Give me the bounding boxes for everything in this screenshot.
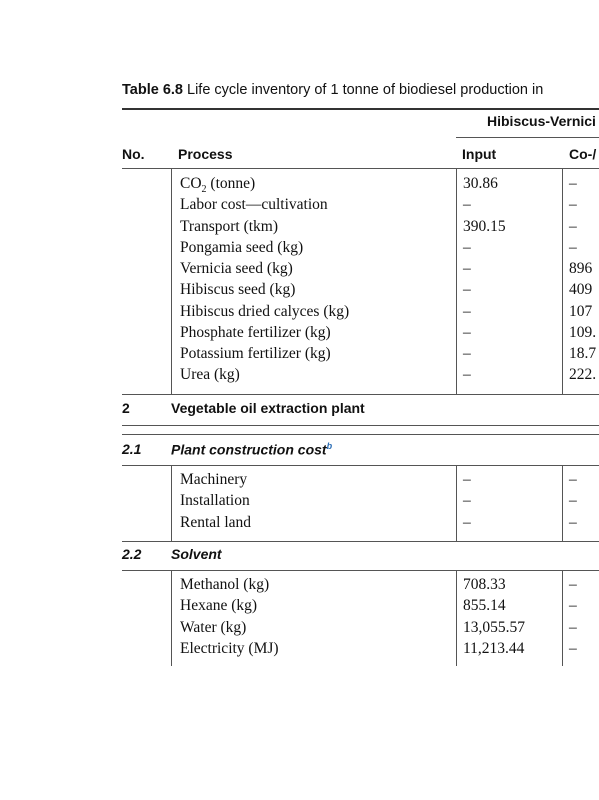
col-process-header: Process	[178, 146, 233, 162]
col-no-header: No.	[122, 146, 145, 162]
coproduct-cell: –	[569, 597, 577, 614]
input-cell: 708.33	[463, 576, 506, 593]
block3-divider-left	[171, 570, 172, 666]
coproduct-cell: –	[569, 175, 577, 192]
table-caption	[122, 82, 543, 98]
input-cell: –	[463, 281, 471, 298]
process-cell: $CO_2$ (tonne)	[180, 175, 256, 196]
block1-divider-mid	[456, 168, 457, 394]
process-cell: Labor cost—cultivation	[180, 196, 328, 213]
section-2-2-heading	[122, 546, 599, 566]
coproduct-cell: 896	[569, 260, 593, 277]
section-title: Solvent	[171, 546, 222, 562]
input-cell: 30.86	[463, 175, 498, 192]
section-2-heading	[122, 400, 599, 420]
table-label: Table 6.8	[122, 82, 183, 98]
input-cell: –	[463, 260, 471, 277]
section2-2-bottom-rule	[122, 570, 599, 571]
block2-divider-right	[562, 465, 563, 541]
section2-1-top-rule	[122, 434, 599, 435]
input-cell: 855.14	[463, 597, 506, 614]
coproduct-cell: –	[569, 514, 577, 531]
process-cell: Hibiscus dried calyces (kg)	[180, 303, 350, 320]
group-header: Hibiscus-Vernici	[487, 113, 596, 129]
input-cell: –	[463, 345, 471, 362]
group-header-rule	[456, 137, 599, 138]
coproduct-cell: –	[569, 218, 577, 235]
process-cell: Phosphate fertilizer (kg)	[180, 324, 331, 341]
section-number: 2.2	[122, 546, 142, 562]
section-number: 2	[122, 400, 130, 416]
input-cell: 390.15	[463, 218, 506, 235]
input-cell: –	[463, 514, 471, 531]
section2-1-bottom-rule	[122, 465, 599, 466]
process-cell: Installation	[180, 492, 250, 509]
footnote-marker: b	[326, 441, 333, 451]
section-number: 2.1	[122, 441, 142, 457]
coproduct-cell: –	[569, 576, 577, 593]
input-cell: –	[463, 492, 471, 509]
header-bottom-rule	[122, 168, 599, 169]
table-top-rule	[122, 108, 599, 110]
section-title: Plant construction cost$^b$	[171, 441, 333, 458]
input-cell: –	[463, 366, 471, 383]
input-cell: –	[463, 303, 471, 320]
process-cell: Electricity (MJ)	[180, 640, 279, 657]
input-cell: –	[463, 471, 471, 488]
input-cell: –	[463, 324, 471, 341]
block2-divider-mid	[456, 465, 457, 541]
process-cell: Transport (tkm)	[180, 218, 279, 235]
table-title: Life cycle inventory of 1 tonne of biodiesel production in	[187, 82, 544, 98]
section-2-1-heading	[122, 441, 599, 461]
block1-divider-left	[171, 168, 172, 394]
coproduct-cell: 107	[569, 303, 593, 320]
coproduct-cell: 409	[569, 281, 593, 298]
coproduct-cell: 222.	[569, 366, 597, 383]
block1-divider-right	[562, 168, 563, 394]
block3-divider-right	[562, 570, 563, 666]
process-cell: Machinery	[180, 471, 248, 488]
process-cell: Vernicia seed (kg)	[180, 260, 293, 277]
col-coproduct-header: Co-/	[569, 146, 597, 162]
block2-divider-left	[171, 465, 172, 541]
block3-divider-mid	[456, 570, 457, 666]
coproduct-cell: 18.7	[569, 345, 597, 362]
input-cell: 13,055.57	[463, 619, 525, 636]
input-cell: –	[463, 196, 471, 213]
coproduct-cell: –	[569, 619, 577, 636]
process-cell: Methanol (kg)	[180, 576, 270, 593]
input-cell: 11,213.44	[463, 640, 525, 657]
coproduct-cell: 109.	[569, 324, 597, 341]
coproduct-cell: –	[569, 640, 577, 657]
process-cell: Potassium fertilizer (kg)	[180, 345, 331, 362]
section2-bottom-rule	[122, 425, 599, 426]
section2-2-top-rule	[122, 541, 599, 542]
process-cell: Rental land	[180, 514, 252, 531]
input-cell: –	[463, 239, 471, 256]
section2-top-rule	[122, 394, 599, 395]
process-cell: Urea (kg)	[180, 366, 240, 383]
process-cell: Hibiscus seed (kg)	[180, 281, 296, 298]
process-cell: Pongamia seed (kg)	[180, 239, 304, 256]
col-input-header: Input	[462, 146, 497, 162]
coproduct-cell: –	[569, 471, 577, 488]
coproduct-cell: –	[569, 196, 577, 213]
coproduct-cell: –	[569, 239, 577, 256]
process-cell: Water (kg)	[180, 619, 247, 636]
process-cell: Hexane (kg)	[180, 597, 258, 614]
coproduct-cell: –	[569, 492, 577, 509]
section-title: Vegetable oil extraction plant	[171, 400, 365, 416]
